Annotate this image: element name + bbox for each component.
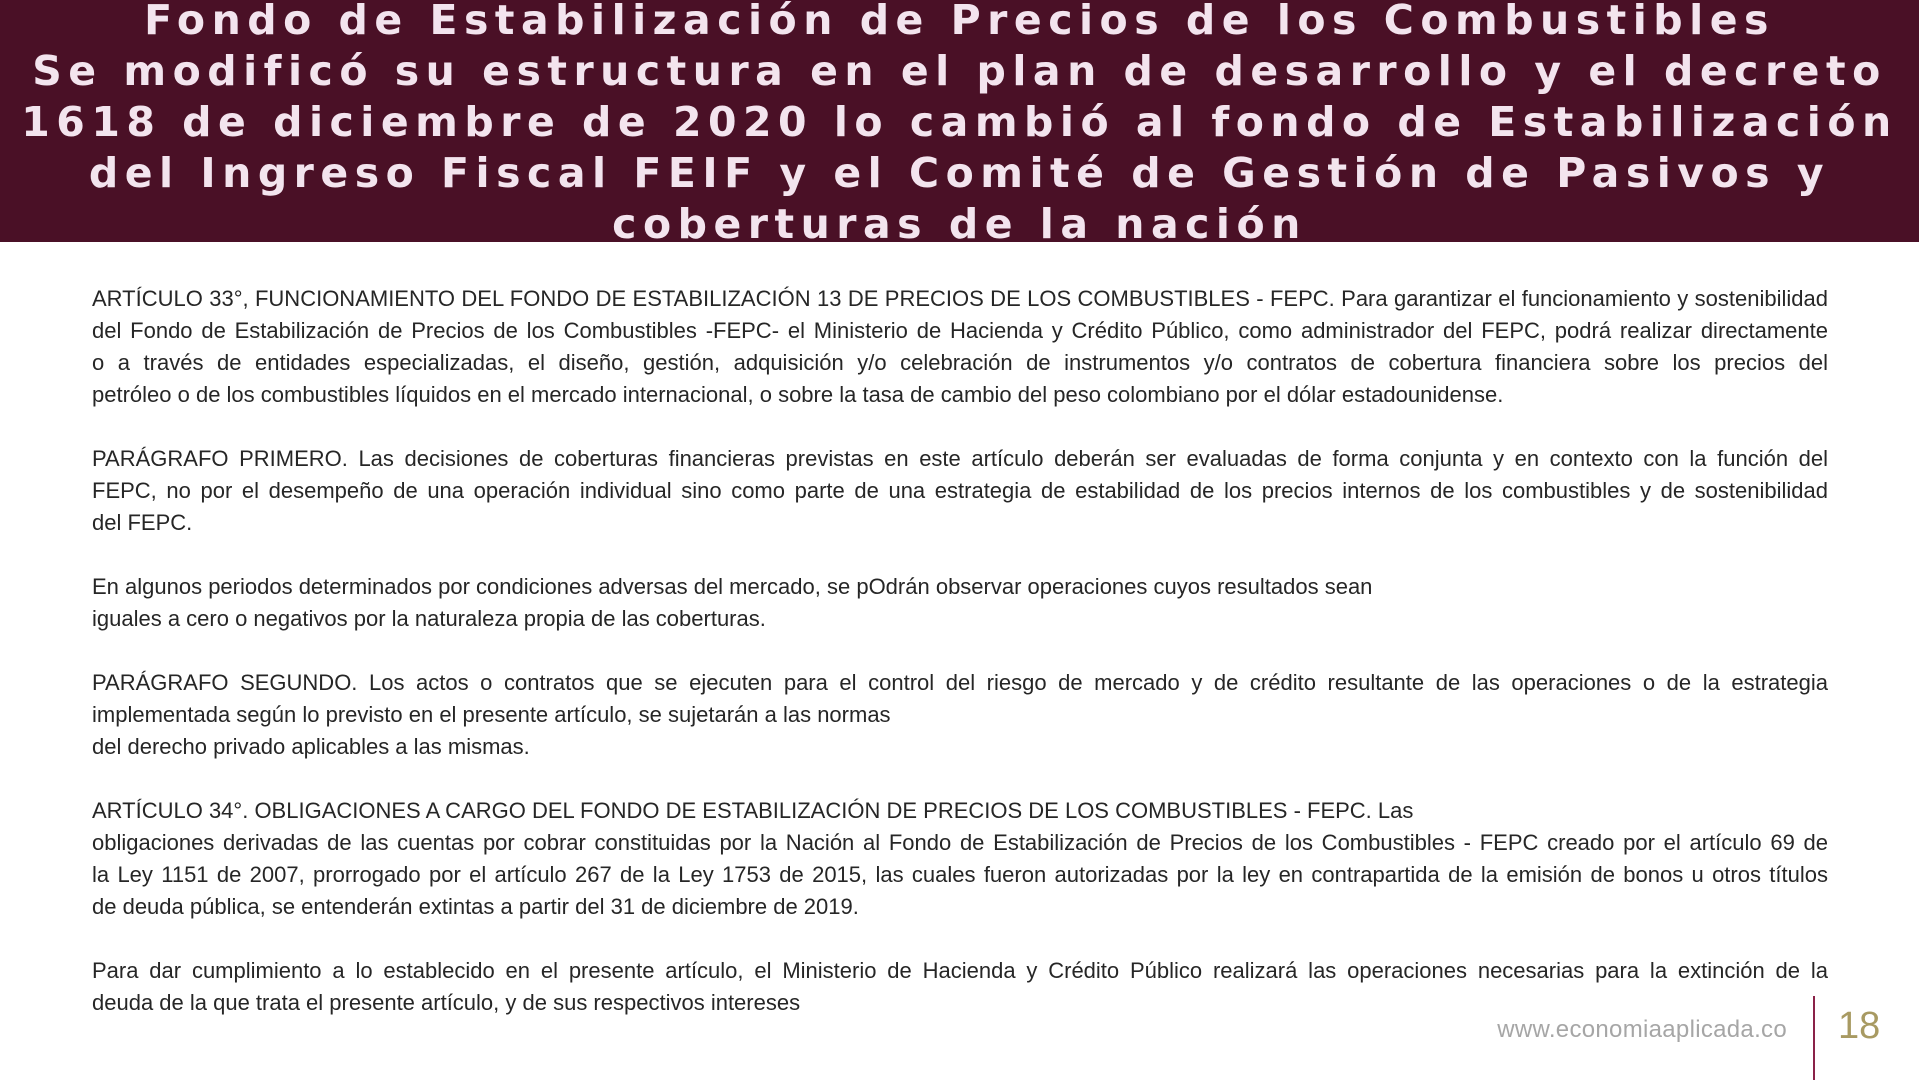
page-number: 18 <box>1838 1005 1881 1047</box>
paragraph-articulo-33 <box>92 283 1828 411</box>
text-line: la Ley 1151 de 2007, prorrogado por el artículo 267 de la Ley 1753 de 2015, las cuales fueron autorizadas por la ley en contrapartida de la emisión de bonos u otros títulos <box>92 862 1828 887</box>
paragraph-paragrafo-segundo <box>92 667 1828 763</box>
text-line: de deuda pública, se entenderán extintas a partir del 31 de diciembre de 2019. <box>92 894 859 919</box>
text-line: petróleo o de los combustibles líquidos en el mercado internacional, o sobre la tasa de cambio del peso colombiano por el dólar estadounidense. <box>92 382 1504 407</box>
paragraph-paragrafo-primero <box>92 443 1828 539</box>
text-line: PARÁGRAFO PRIMERO. Las decisiones de coberturas financieras previstas en este artículo deberán ser evaluadas de forma conjunta y en contexto con la función del <box>92 446 1828 471</box>
body-text <box>92 283 1828 1051</box>
title-line-4: del Ingreso Fiscal FEIF y el Comité de Gestión de Pasivos y <box>88 149 1831 197</box>
paragraph-articulo-34 <box>92 795 1828 923</box>
text-line: implementada según lo previsto en el presente artículo, se sujetarán a las normas <box>92 702 891 727</box>
text-line: del Fondo de Estabilización de Precios de los Combustibles -FEPC- el Ministerio de Hacienda y Crédito Público, como administrador del FEPC, podrá realizar directamente <box>92 318 1828 343</box>
text-line: obligaciones derivadas de las cuentas por cobrar constituidas por la Nación al Fondo de Estabilización de Precios de los Combustibles - FEPC creado por el artículo 69 de <box>92 830 1828 855</box>
title-line-5: coberturas de la nación <box>612 200 1307 242</box>
paragraph-cumplimiento <box>92 955 1828 1019</box>
text-line: o a través de entidades especializadas, el diseño, gestión, adquisición y/o celebración de instrumentos y/o contratos de cobertura financiera sobre los precios del <box>92 350 1828 375</box>
text-line: FEPC, no por el desempeño de una operación individual sino como parte de una estrategia de estabilidad de los precios internos de los combustibles y de sostenibilidad <box>92 478 1828 503</box>
text-line: del derecho privado aplicables a las mismas. <box>92 734 530 759</box>
text-line: En algunos periodos determinados por condiciones adversas del mercado, se pOdrán observar operaciones cuyos resultados sean <box>92 574 1373 599</box>
text-line: deuda de la que trata el presente artículo, y de sus respectivos intereses <box>92 990 801 1015</box>
text-line: PARÁGRAFO SEGUNDO. Los actos o contratos que se ejecuten para el control del riesgo de mercado y de crédito resultante de las operaciones o de la estrategia <box>92 670 1828 695</box>
text-line: ARTÍCULO 34°. OBLIGACIONES A CARGO DEL FONDO DE ESTABILIZACIÓN DE PRECIOS DE LOS COMBUSTIBLES - FEPC. Las <box>92 798 1414 823</box>
paragraph-periodos-adversos <box>92 571 1828 635</box>
text-line: Para dar cumplimiento a lo establecido en el presente artículo, el Ministerio de Hacienda y Crédito Público realizará las operaciones necesarias para la extinción de la <box>92 958 1828 983</box>
title-line-1: Fondo de Estabilización de Precios de los Combustibles <box>144 0 1775 44</box>
title-line-3: 1618 de diciembre de 2020 lo cambió al fondo de Estabilización <box>21 98 1898 146</box>
footer-website: www.economiaaplicada.co <box>1497 1016 1787 1043</box>
text-line: del FEPC. <box>92 510 193 535</box>
title-line-2: Se modificó su estructura en el plan de desarrollo y el decreto <box>32 47 1887 95</box>
title-banner <box>0 0 1919 242</box>
footer-divider <box>1813 996 1815 1080</box>
text-line: ARTÍCULO 33°, FUNCIONAMIENTO DEL FONDO DE ESTABILIZACIÓN 13 DE PRECIOS DE LOS COMBUSTIBLES - FEPC. Para garantizar el funcionamiento y sostenibilidad <box>92 286 1828 311</box>
text-line: iguales a cero o negativos por la naturaleza propia de las coberturas. <box>92 606 766 631</box>
